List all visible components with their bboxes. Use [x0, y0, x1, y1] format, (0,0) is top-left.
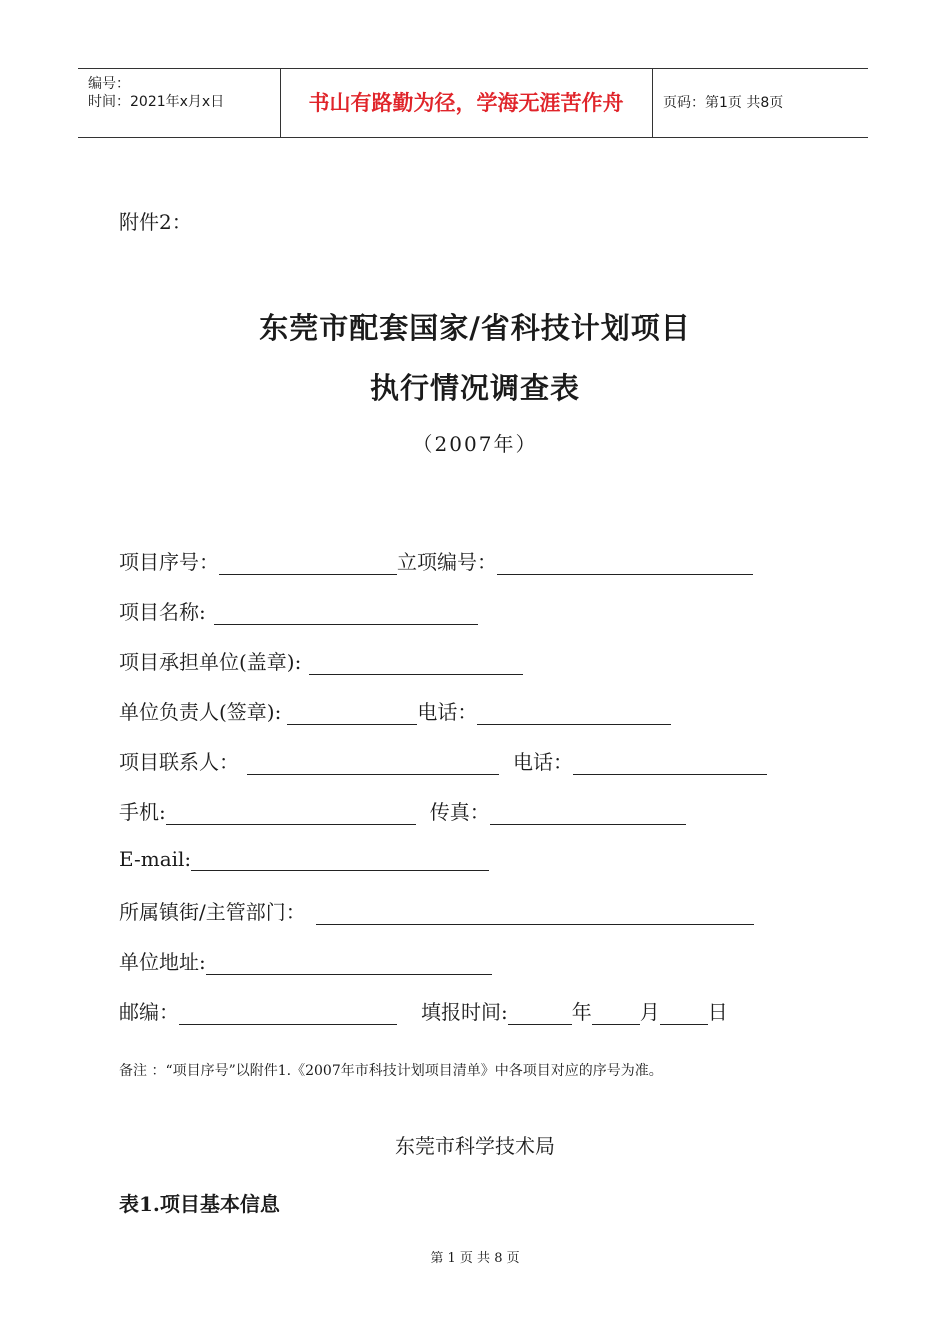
project-no-field[interactable]: [219, 550, 397, 575]
row-project-no: [119, 546, 753, 574]
contact-field[interactable]: [247, 750, 499, 775]
phone1-field[interactable]: [477, 700, 671, 725]
note: 备注 ：“项目序号”以附件1.《2007年市科技计划项目清单》中各项目对应的序号为准。: [119, 1063, 663, 1079]
row-town: [119, 896, 754, 924]
fill-month-field[interactable]: [592, 1000, 640, 1025]
time-label: 时间：2021年x月x日: [88, 94, 225, 110]
phone2-label: 电话：: [513, 750, 573, 774]
address-field[interactable]: [206, 950, 492, 975]
town-field[interactable]: [316, 900, 754, 925]
fill-time-label: 填报时间:: [421, 1000, 508, 1024]
title-year: （2007年）: [412, 432, 538, 456]
row-address: [119, 946, 492, 974]
row-unit-head: [119, 696, 671, 724]
project-name-label: 项目名称:: [119, 600, 206, 624]
page-footer: 第 1 页 共 8 页: [430, 1251, 520, 1266]
approval-no-label: 立项编号：: [397, 550, 497, 574]
year-unit: 年: [571, 1000, 592, 1024]
phone2-field[interactable]: [573, 750, 767, 775]
email-label: E-mail:: [119, 847, 192, 871]
postcode-field[interactable]: [179, 1000, 397, 1025]
undertaker-label: 项目承担单位(盖章):: [119, 650, 302, 674]
approval-no-field[interactable]: [497, 550, 753, 575]
attachment-label: 附件2：: [119, 210, 192, 234]
row-email: [119, 846, 489, 874]
title-line-2: 执行情况调查表: [369, 371, 580, 405]
row-postcode: [119, 996, 728, 1024]
header-motto: 书山有路勤为径，学海无涯苦作舟: [280, 69, 653, 137]
fax-field[interactable]: [490, 800, 686, 825]
row-undertaker: [119, 646, 523, 674]
fax-label: 传真：: [429, 800, 490, 824]
month-unit: 月: [639, 1000, 660, 1024]
title-line-1: 东莞市配套国家/省科技计划项目: [259, 311, 691, 345]
unit-head-label: 单位负责人(签章):: [119, 700, 282, 724]
row-mobile: [119, 796, 686, 824]
phone1-label: 电话：: [417, 700, 478, 724]
page-header: [78, 68, 868, 138]
postcode-label: 邮编：: [119, 1000, 179, 1024]
contact-label: 项目联系人：: [119, 750, 239, 774]
project-no-label: 项目序号：: [119, 550, 219, 574]
number-label: 编号：: [88, 76, 130, 92]
undertaker-field[interactable]: [309, 650, 523, 675]
unit-head-field[interactable]: [287, 700, 417, 725]
project-name-field[interactable]: [214, 600, 478, 625]
mobile-field[interactable]: [166, 800, 416, 825]
town-label: 所属镇街/主管部门：: [119, 900, 306, 924]
row-contact: [119, 746, 767, 774]
header-page-label: 页码：第1页 共8页: [663, 95, 784, 111]
fill-year-field[interactable]: [508, 1000, 572, 1025]
fill-day-field[interactable]: [660, 1000, 708, 1025]
email-field[interactable]: [191, 846, 489, 871]
day-unit: 日: [707, 1000, 728, 1024]
table-title: 表1.项目基本信息: [119, 1192, 280, 1216]
header-meta: [78, 69, 281, 137]
row-project-name: [119, 596, 478, 624]
address-label: 单位地址:: [119, 950, 206, 974]
mobile-label: 手机:: [119, 800, 166, 824]
organization: 东莞市科学技术局: [395, 1134, 555, 1158]
